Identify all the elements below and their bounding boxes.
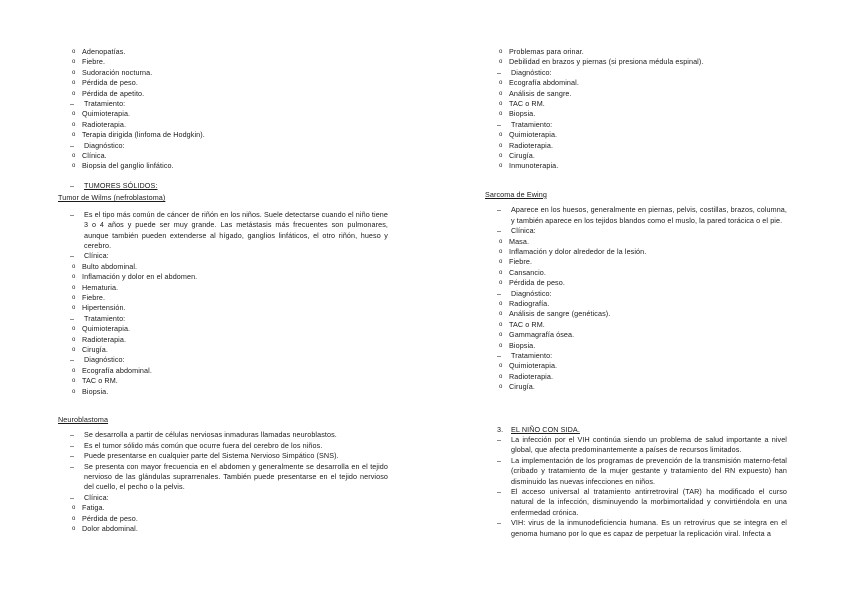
neuroblastoma-heading: Neuroblastoma <box>58 415 109 424</box>
list-item: o Hipertensión. <box>58 303 388 313</box>
list-label: Diagnóstico: <box>84 355 125 365</box>
list-item: o Gammagrafía ósea. <box>485 330 787 340</box>
list-item <box>58 355 388 365</box>
neuroblastoma-clinica-list <box>58 503 388 534</box>
list-item: – La infección por el VIH continúa siendo un problema de salud importante a nivel global, que afecta predominantemente a países de recursos limitados. <box>485 435 787 456</box>
solid-tumors-list <box>58 181 388 191</box>
ewing-list <box>485 205 787 236</box>
list-item: – La implementación de los programas de prevención de la transmisión materno-fetal (cribado y tratamiento de la mujer gestante y tratamiento del RN expuesto) han disminuido las nuevas infecciones en niños. <box>485 456 787 487</box>
list-item: o Ecografía abdominal. <box>485 78 787 88</box>
list-item: – El acceso universal al tratamiento antirretroviral (TAR) ha modificado el curso natural de la infección, disminuyendo la morbimortalidad y convirtiéndola en una enfermedad crónica. <box>485 487 787 518</box>
lymphoma-list <box>58 141 388 151</box>
list-item: o Clínica. <box>58 151 388 161</box>
list-item: o TAC o RM. <box>485 320 787 330</box>
section-heading: EL NIÑO CON SIDA. <box>511 424 580 434</box>
list-item: o Quimioterapia. <box>485 130 787 140</box>
ewing-treatment-list <box>485 361 787 392</box>
list-item: o Inflamación y dolor alrededor de la lesión. <box>485 247 787 257</box>
list-item: o Pérdida de apetito. <box>58 89 388 99</box>
neuroblastoma-list <box>58 430 388 503</box>
neuroblastoma-cont-list <box>485 68 787 78</box>
list-item: – Es el tumor sólido más común que ocurre fuera del cerebro de los niños. <box>58 441 388 451</box>
neuroblastoma-cont-list <box>485 120 787 130</box>
list-item <box>58 493 388 503</box>
list-item: o Biopsia del ganglio linfático. <box>58 161 388 171</box>
list-item: o Debilidad en brazos y piernas (si presiona médula espinal). <box>485 57 787 67</box>
list-label: Tratamiento: <box>511 350 553 360</box>
list-label: Diagnóstico: <box>511 67 552 77</box>
list-label: Tratamiento: <box>84 313 126 323</box>
list-item: o Quimioterapia. <box>58 109 388 119</box>
list-item: o Cirugía. <box>485 382 787 392</box>
list-item: o Biopsia. <box>485 109 787 119</box>
list-item: o Adenopatías. <box>58 47 388 57</box>
list-item: o Cirugía. <box>485 151 787 161</box>
list-item: o Hematuria. <box>58 283 388 293</box>
ewing-list <box>485 351 787 361</box>
wilms-heading: Tumor de Wilms (nefroblastoma) <box>58 193 166 203</box>
wilms-diagnosis-list <box>58 366 388 397</box>
list-item: o Pérdida de peso. <box>485 278 787 288</box>
list-item: o Biopsia. <box>485 341 787 351</box>
list-item: o Análisis de sangre. <box>485 89 787 99</box>
section-heading: TUMORES SÓLIDOS: <box>84 180 158 190</box>
list-item: o Radioterapia. <box>58 335 388 345</box>
ewing-list <box>485 289 787 299</box>
list-item <box>58 99 388 109</box>
list-item <box>485 289 787 299</box>
list-item: o Fiebre. <box>485 257 787 267</box>
section-number: 3. <box>497 424 504 434</box>
left-column <box>58 47 388 534</box>
list-item: o Fiebre. <box>58 57 388 67</box>
list-label: Tratamiento: <box>511 119 553 129</box>
list-item <box>485 120 787 130</box>
symptom-list <box>58 47 388 99</box>
wilms-list <box>58 355 388 365</box>
list-item <box>58 251 388 261</box>
ewing-heading: Sarcoma de Ewing <box>485 189 547 199</box>
vih-list <box>485 435 787 539</box>
list-label: Diagnóstico: <box>511 288 552 298</box>
list-item: o Radioterapia. <box>485 141 787 151</box>
lymphoma-list <box>58 99 388 109</box>
list-item: o Fatiga. <box>58 503 388 513</box>
list-item: – Se presenta con mayor frecuencia en el abdomen y generalmente se desarrolla en el tejido nervioso de las glándulas suprarrenales. También puede presentarse en el tejido nervioso del cuello, el pecho o la pelvis. <box>58 462 388 493</box>
list-item <box>58 141 388 151</box>
treatment-list <box>58 109 388 140</box>
list-item <box>485 351 787 361</box>
list-item: o Pérdida de peso. <box>58 514 388 524</box>
list-item: o Sudoración nocturna. <box>58 68 388 78</box>
list-item: – Puede presentarse en cualquier parte del Sistema Nervioso Simpático (SNS). <box>58 451 388 461</box>
list-label: Clínica: <box>84 492 109 502</box>
ewing-clinica-list <box>485 237 787 289</box>
list-item: o Cirugía. <box>58 345 388 355</box>
list-item <box>485 68 787 78</box>
list-item: o Radioterapia. <box>485 372 787 382</box>
diagnosis-list <box>58 151 388 172</box>
symptom-list <box>485 47 787 68</box>
list-item: o Cansancio. <box>485 268 787 278</box>
wilms-treatment-list <box>58 324 388 355</box>
list-item: o Radiografía. <box>485 299 787 309</box>
list-label: Clínica: <box>511 226 536 236</box>
list-item: o Dolor abdominal. <box>58 524 388 534</box>
list-label: Diagnóstico: <box>84 140 125 150</box>
wilms-clinica-list <box>58 262 388 314</box>
wilms-list <box>58 210 388 262</box>
list-item <box>485 226 787 236</box>
list-item: o Ecografía abdominal. <box>58 366 388 376</box>
list-item: o Inmunoterapia. <box>485 161 787 171</box>
list-item: o Problemas para orinar. <box>485 47 787 57</box>
section-heading-row <box>485 425 787 435</box>
right-column <box>485 47 787 539</box>
list-item <box>58 314 388 324</box>
list-item: – VIH: virus de la inmunodeficiencia humana. Es un retrovirus que se integra en el genoma humano por lo que es capaz de perpetuar la replicación viral. Infecta a <box>485 518 787 539</box>
list-item: o Terapia dirigida (linfoma de Hodgkin). <box>58 130 388 140</box>
list-item: o Biopsia. <box>58 387 388 397</box>
list-label: Tratamiento: <box>84 99 126 109</box>
diagnosis-list <box>485 78 787 120</box>
list-item: o Fiebre. <box>58 293 388 303</box>
list-item: o Radioterapia. <box>58 120 388 130</box>
treatment-list <box>485 130 787 172</box>
list-label: Clínica: <box>84 251 109 261</box>
list-item: o Análisis de sangre (genéticas). <box>485 309 787 319</box>
wilms-list <box>58 314 388 324</box>
list-item: o Quimioterapia. <box>485 361 787 371</box>
list-item: – Es el tipo más común de cáncer de riñón en los niños. Suele detectarse cuando el niño tiene 3 o 4 años y puede ser muy grande. Las metástasis más frecuentes son pulmonares, aunque también pueden extenderse al hígado, ganglios linfáticos, el otro riñón, hueso y cerebro. <box>58 210 388 252</box>
list-item: – Se desarrolla a partir de células nerviosas inmaduras llamadas neuroblastos. <box>58 430 388 440</box>
list-item <box>58 181 388 191</box>
list-item: o Pérdida de peso. <box>58 78 388 88</box>
list-item: – Aparece en los huesos, generalmente en piernas, pelvis, costillas, brazos, columna, y también aparece en los tejidos blandos como el muslo, la pared torácica o el pie. <box>485 205 787 226</box>
ewing-diagnosis-list <box>485 299 787 351</box>
list-item: o Inflamación y dolor en el abdomen. <box>58 272 388 282</box>
list-item: o TAC o RM. <box>485 99 787 109</box>
list-item: o TAC o RM. <box>58 376 388 386</box>
list-item: o Quimioterapia. <box>58 324 388 334</box>
list-item: o Masa. <box>485 237 787 247</box>
list-item: o Bulto abdominal. <box>58 262 388 272</box>
